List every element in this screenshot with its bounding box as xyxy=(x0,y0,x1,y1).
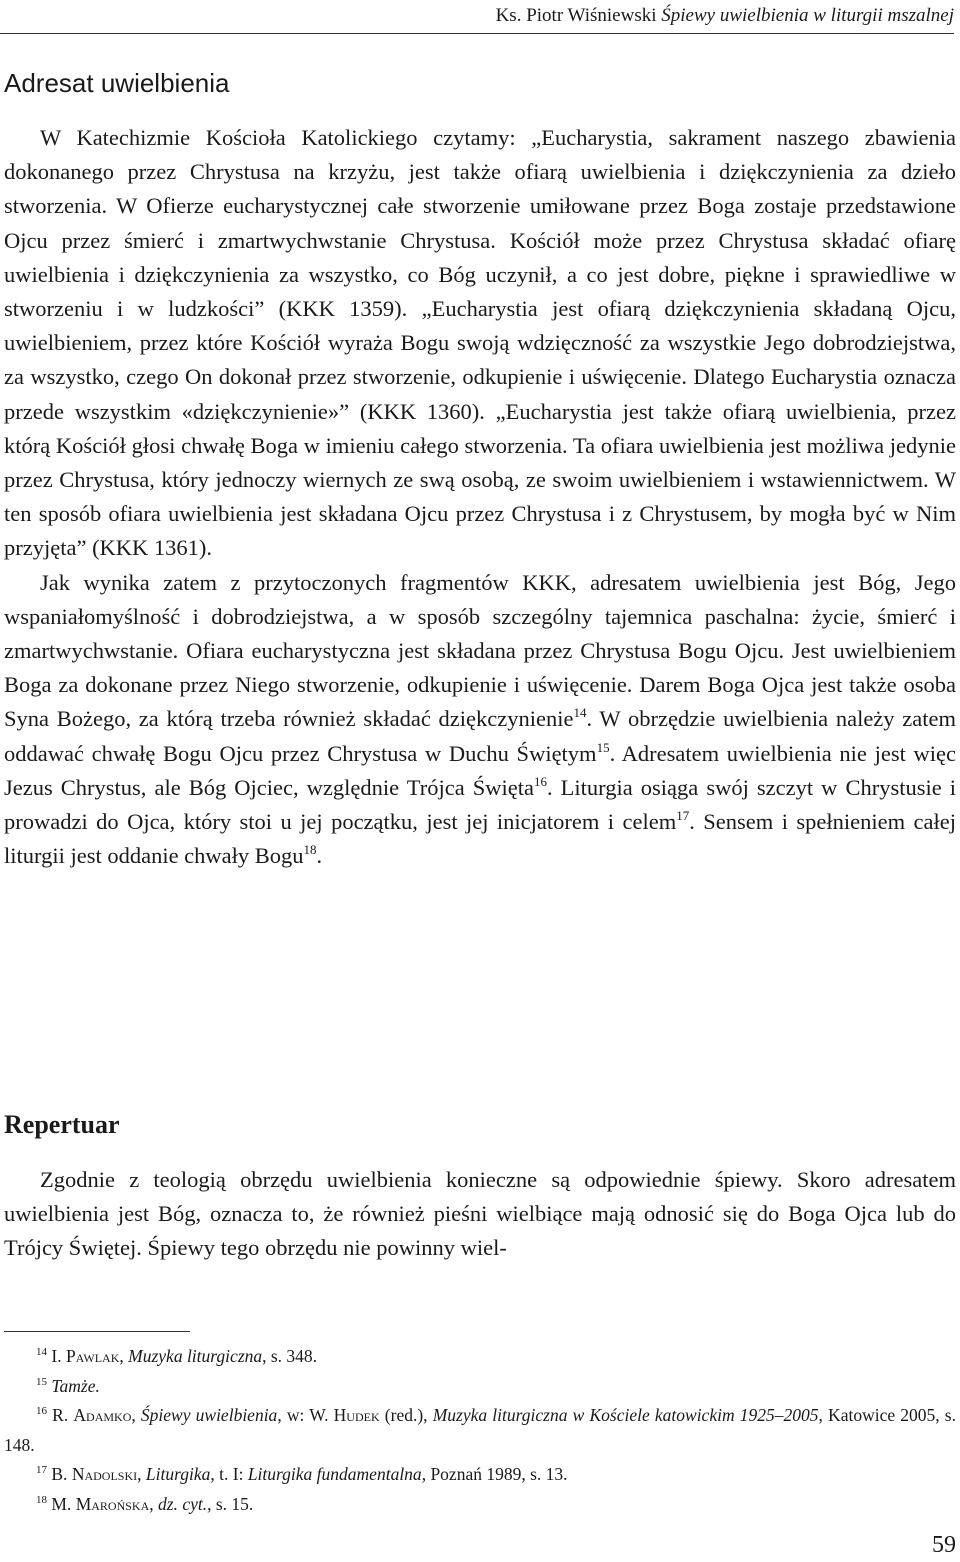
text-run: , xyxy=(137,1464,146,1484)
footnote-ref-17[interactable]: 17 xyxy=(676,808,690,824)
text-run: R. xyxy=(52,1405,74,1425)
header-author: Ks. Piotr Wiśniewski xyxy=(495,5,657,26)
author-name: Nadolski xyxy=(71,1464,138,1484)
footnote-number: 17 xyxy=(36,1464,47,1476)
text-run: , xyxy=(131,1405,141,1425)
footnote-number: 18 xyxy=(36,1493,47,1506)
text-run: , xyxy=(119,1346,129,1366)
work-title: dz. cyt. xyxy=(158,1493,208,1514)
section-heading-adresat: Adresat uwielbienia xyxy=(4,68,230,98)
text-run: , t. I: xyxy=(210,1464,248,1484)
footnotes xyxy=(4,1342,956,1519)
running-header xyxy=(0,4,954,32)
author-name: Pawlak xyxy=(65,1346,120,1366)
text-run: , xyxy=(149,1493,159,1514)
footnote-16 xyxy=(4,1401,956,1460)
footnote-number: 16 xyxy=(36,1405,47,1417)
text-run: , s. 15. xyxy=(207,1493,254,1514)
text-run: . xyxy=(316,843,323,869)
paragraph xyxy=(4,566,956,874)
work-title: Liturgika xyxy=(145,1464,211,1484)
footnote-rule xyxy=(4,1331,190,1332)
footnote-number: 14 xyxy=(36,1346,47,1358)
text-run: . Sensem i spełnieniem całej liturgii jest oddanie chwały Bogu xyxy=(4,809,956,869)
text-run: . Adresatem uwielbienia nie jest więc Jezus Chrystus, ale Bóg Ojciec, względnie Trójca Święta xyxy=(4,740,956,800)
text-run: . Liturgia osiąga swój szczyt w Chrystusie i prowadzi do Ojca, który stoi u jej początku, jest jej inicjatorem i celem xyxy=(4,774,956,835)
text-run: I. xyxy=(51,1346,66,1366)
footnote-17 xyxy=(4,1460,956,1490)
header-rule xyxy=(0,33,954,34)
footnote-18 xyxy=(4,1490,956,1520)
author-name: Adamko xyxy=(73,1405,132,1425)
footnote-ref-18[interactable]: 18 xyxy=(303,842,317,858)
footnote-ref-14[interactable]: 14 xyxy=(573,705,587,721)
header-title: Śpiewy uwielbienia w liturgii mszalnej xyxy=(661,5,954,26)
text-run: , Katowice 2005, s. 148. xyxy=(4,1405,956,1455)
footnote-number: 15 xyxy=(36,1375,47,1388)
footnote-14 xyxy=(4,1342,956,1372)
paragraph: Zgodnie z teologią obrzędu uwielbienia konieczne są odpowiednie śpiewy. Skoro adresatem uwielbienia jest Bóg, oznacza to, że również pieśni wielbiące mają odnosić się do Boga Ojca lub do Trójcy Świętej. Śpiewy tego obrzędu nie powinny wiel- xyxy=(4,1167,956,1261)
text-run: B. xyxy=(51,1464,72,1484)
text-run: , s. 348. xyxy=(262,1346,318,1366)
section-body-adresat xyxy=(4,121,956,873)
paragraph: W Katechizmie Kościoła Katolickiego czytamy: „Eucharystia, sakrament naszego zbawienia dokonanego przez Chrystusa na krzyżu, jest także ofiarą uwielbienia i dziękczynienia za dzieło stworzenia. W Ofierze eucharystycznej całe stworzenie umiłowane przez Boga zostaje przedstawione Ojcu przez śmierć i zmartwychwstanie Chrystusa. Kościół może przez Chrystusa składać ofiarę uwielbienia i dziękczynienia za wszystko, co Bóg uczynił, a co jest dobre, piękne i sprawiedliwe w stworzeniu i w ludzkości” (KKK 1359). „Eucharystia jest ofiarą dziękczynienia składaną Ojcu, uwielbieniem, przez które Kościół wyraża Bogu swoją wdzięczność za wszystkie Jego dobrodziejstwa, za wszystko, czego On dokonał przez stworzenie, odkupienie i uświęcenie. Dlatego Eucharystia oznacza przede wszystkim «dziękczynienie»” (KKK 1360). „Eucharystia jest także ofiarą uwielbienia, przez którą Kościół głosi chwałę Boga w imieniu całego stworzenia. Ta ofiara uwielbienia jest możliwa jedynie przez Chrystusa, który jednoczy wiernych ze swą osobą, ze swoim uwielbieniem i wstawiennictwem. W ten sposób ofiara uwielbienia jest składana Ojcu przez Chrystusa i z Chrystusem, by mogła być w Nim przyjęta” (KKK 1361). xyxy=(4,125,956,561)
author-name: Hudek xyxy=(333,1405,380,1425)
work-title: Muzyka liturgiczna w Kościele katowickim 1925–2005 xyxy=(432,1405,819,1425)
text-run: (red.), xyxy=(379,1405,433,1425)
text-run: Jak wynika zatem z przytoczonych fragmentów KKK, adresatem uwielbienia jest Bóg, Jego wspaniałomyślność i dobrodziejstwa, a w sposób szczególny tajemnica paschalna: życie, śmierć i zmartwychwstanie. Ofiara eucharystyczna jest składana przez Chrystusa Bogu Ojcu. Jest uwielbieniem Boga za dokonane przez Niego stworzenie, odkupienie i uświęcenie. Darem Boga Ojca jest także osoba Syna Bożego, za którą trzeba również składać dziękczynienie xyxy=(4,569,956,732)
footnote-ref-16[interactable]: 16 xyxy=(534,773,547,789)
author-name: Marońska xyxy=(75,1493,150,1514)
text-run: M. xyxy=(51,1493,76,1514)
section-heading-repertuar: Repertuar xyxy=(4,1110,120,1139)
work-title: Muzyka liturgiczna xyxy=(128,1346,263,1366)
section-body-repertuar xyxy=(4,1163,956,1266)
work-title: Tamże. xyxy=(51,1375,100,1396)
page-number: 59 xyxy=(932,1532,956,1558)
work-title: Śpiewy uwielbienia xyxy=(140,1405,278,1425)
footnote-ref-15[interactable]: 15 xyxy=(596,739,610,755)
text-run: , w: W. xyxy=(277,1405,334,1425)
work-title: Liturgika fundamentalna xyxy=(247,1464,422,1484)
footnote-15 xyxy=(4,1372,956,1402)
text-run: . W obrzędzie uwielbienia należy zatem oddawać chwałę Bogu Ojcu przez Chrystusa w Duchu Świętym xyxy=(4,706,956,766)
text-run: , Poznań 1989, s. 13. xyxy=(421,1464,568,1484)
